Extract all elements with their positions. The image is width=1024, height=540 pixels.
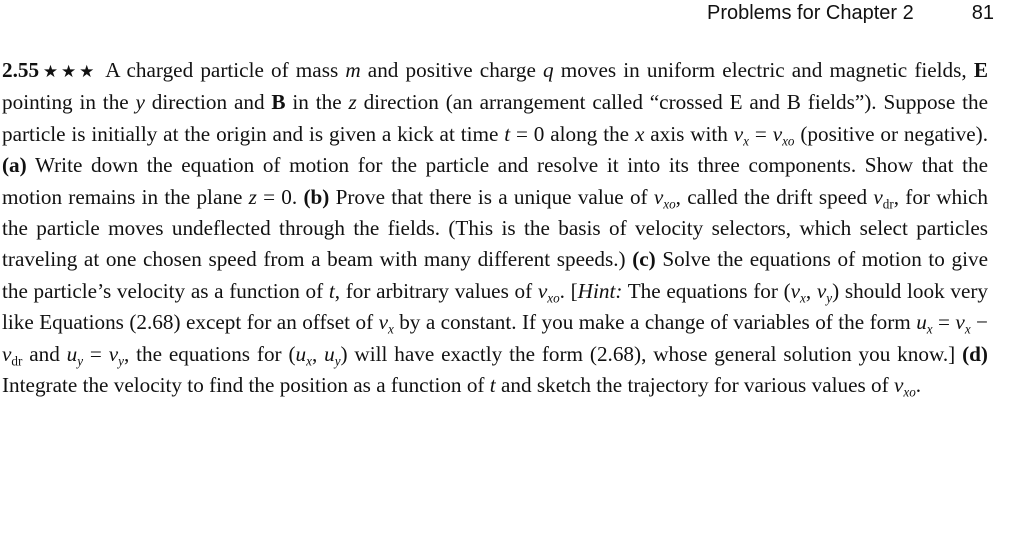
page-header (707, 2, 994, 25)
difficulty-stars: ★★★ (41, 62, 98, 81)
running-title: Problems for Chapter 2 (706, 2, 914, 24)
part-d-label: (d) (962, 341, 988, 366)
part-b-label: (b) (303, 184, 330, 209)
part-c-label: (c) (632, 247, 656, 272)
part-a-label: (a) (2, 153, 27, 178)
problem-number: 2.55 (2, 58, 40, 82)
problem-text: A charged particle of mass m and positive charge q moves in uniform electric and magnetic fields, E pointing in the y direction and B in the z direction (an arrangement called “crossed E and B fields”). Suppose the particle is initially at the origin and is given a kick at time t = 0 along the x axis with $v_x = v_{xo}$ (positive or negative). (a) Write down the equation of motion for the particle and resolve it into its three components. Show that the motion remains in the plane z = 0. (b) Prove that there is a unique value of $v_{xo}$, called the drift speed $v_{dr}$, for which the particle moves undeflected through the fields. (This is the basis of velocity selectors, which select particles traveling at one chosen speed from a beam with many different speeds.) (c) Solve the equations of motion to give the particle’s velocity as a function of t, for arbitrary values of $v_{xo}$. [Hint: The equations for ($v_x$, $v_y$) should look very like Equations (2.68) except for an offset of $v_x$ by a constant. If you make a change of variables of the form $u_x = v_x - v_{dr}$ and $u_y = v_y$, the equations for ($u_x$, $u_y$) will have exactly the form (2.68), whose general solution you know.] (d) Integrate the velocity to find the position as a function of t and sketch the trajectory for various values of $v_{xo}$. (2, 58, 989, 400)
page-number: 81 (971, 2, 994, 24)
problem-2-55 (2, 55, 988, 401)
